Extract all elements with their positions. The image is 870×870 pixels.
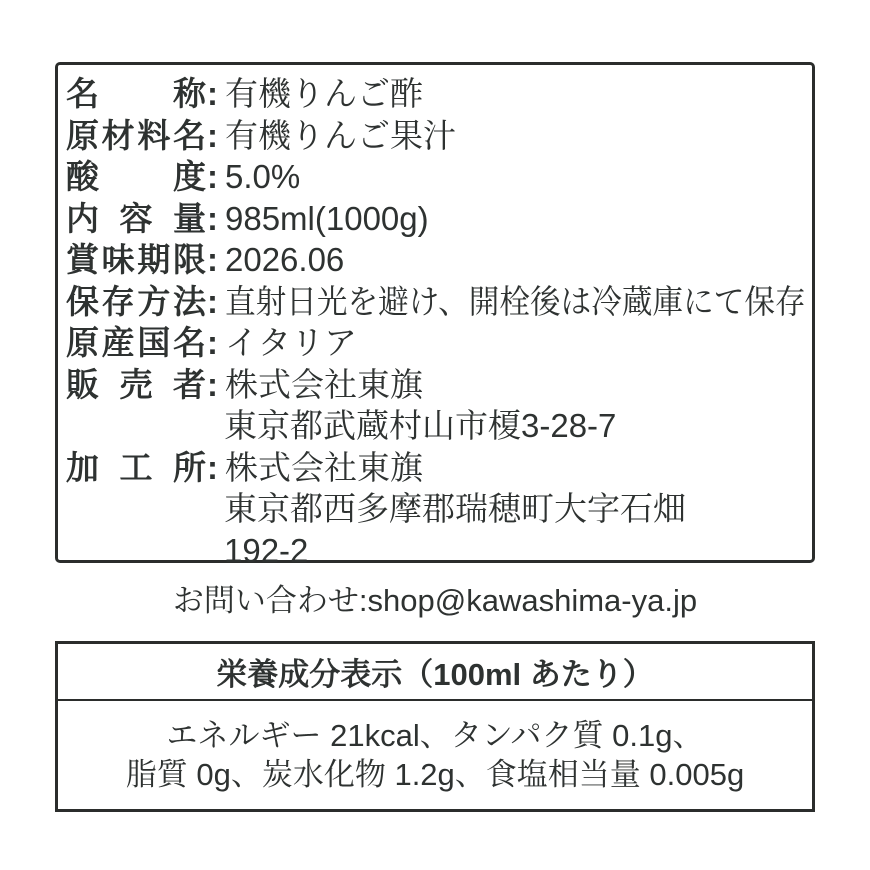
spec-value: 株式会社東旗 — [225, 448, 423, 486]
spec-label: 酸度 — [66, 158, 206, 195]
spec-label: 名称 — [66, 75, 206, 112]
spec-label: 原産国名 — [66, 324, 206, 361]
spec-continuation-line: 東京都武蔵村山市榎3-28-7 — [224, 407, 617, 444]
spec-value: 5.0% — [225, 158, 301, 195]
spec-row — [66, 322, 808, 364]
spec-row — [66, 156, 808, 198]
spec-continuation-line: 192-2 — [224, 531, 309, 569]
spec-row-main — [66, 73, 808, 115]
spec-value: 985ml(1000g) — [225, 199, 429, 237]
contact-email: shop@kawashima-ya.jp — [367, 583, 698, 618]
contact-line — [0, 581, 870, 621]
spec-row-main — [66, 156, 808, 198]
spec-value: 有機りんご酢 — [225, 75, 423, 112]
spec-value: 有機りんご果汁 — [225, 116, 456, 154]
spec-label: 原材料名 — [66, 116, 206, 154]
spec-row — [66, 281, 808, 323]
spec-colon: : — [207, 448, 218, 486]
spec-label: 販売者 — [66, 365, 206, 403]
spec-label: 保存方法 — [66, 282, 206, 320]
spec-colon: : — [207, 324, 218, 361]
spec-colon: : — [207, 365, 218, 403]
spec-colon: : — [207, 241, 218, 278]
nutrition-line: エネルギー 21kcal、タンパク質 0.1g、 — [166, 718, 704, 753]
spec-colon: : — [207, 158, 218, 195]
spec-row — [66, 198, 808, 240]
spec-row-main — [66, 364, 808, 406]
spec-value: 直射日光を避け、開栓後は冷蔵庫にて保存 — [225, 282, 806, 320]
spec-colon: : — [207, 282, 218, 320]
spec-colon: : — [207, 75, 218, 112]
spec-value: 2026.06 — [225, 241, 345, 278]
spec-label: 賞味期限 — [66, 241, 206, 278]
nutrition-line: 脂質 0g、炭水化物 1.2g、食塩相当量 0.005g — [125, 757, 745, 792]
spec-row-main — [66, 239, 808, 281]
spec-row — [66, 239, 808, 281]
spec-row — [66, 73, 808, 115]
spec-colon: : — [207, 116, 218, 154]
nutrition-title: 栄養成分表示（100ml あたり） — [58, 644, 812, 701]
spec-continuation-line: 東京都西多摩郡瑞穂町大字石畑 — [224, 490, 686, 527]
spec-row-main — [66, 447, 808, 489]
spec-row-main — [66, 198, 808, 240]
spec-row — [66, 115, 808, 157]
spec-value: 株式会社東旗 — [225, 365, 423, 403]
spec-row — [66, 364, 808, 447]
spec-row — [66, 447, 808, 572]
nutrition-box — [55, 641, 815, 812]
spec-row-main — [66, 281, 808, 323]
spec-label: 加工所 — [66, 448, 206, 486]
spec-row-main — [66, 322, 808, 364]
spec-colon: : — [207, 199, 218, 237]
spec-row-main — [66, 115, 808, 157]
spec-value: イタリア — [225, 324, 357, 361]
product-info-box — [55, 62, 815, 569]
spec-label: 内容量 — [66, 199, 206, 237]
nutrition-values — [58, 701, 812, 809]
contact-label: お問い合わせ: — [172, 583, 368, 618]
